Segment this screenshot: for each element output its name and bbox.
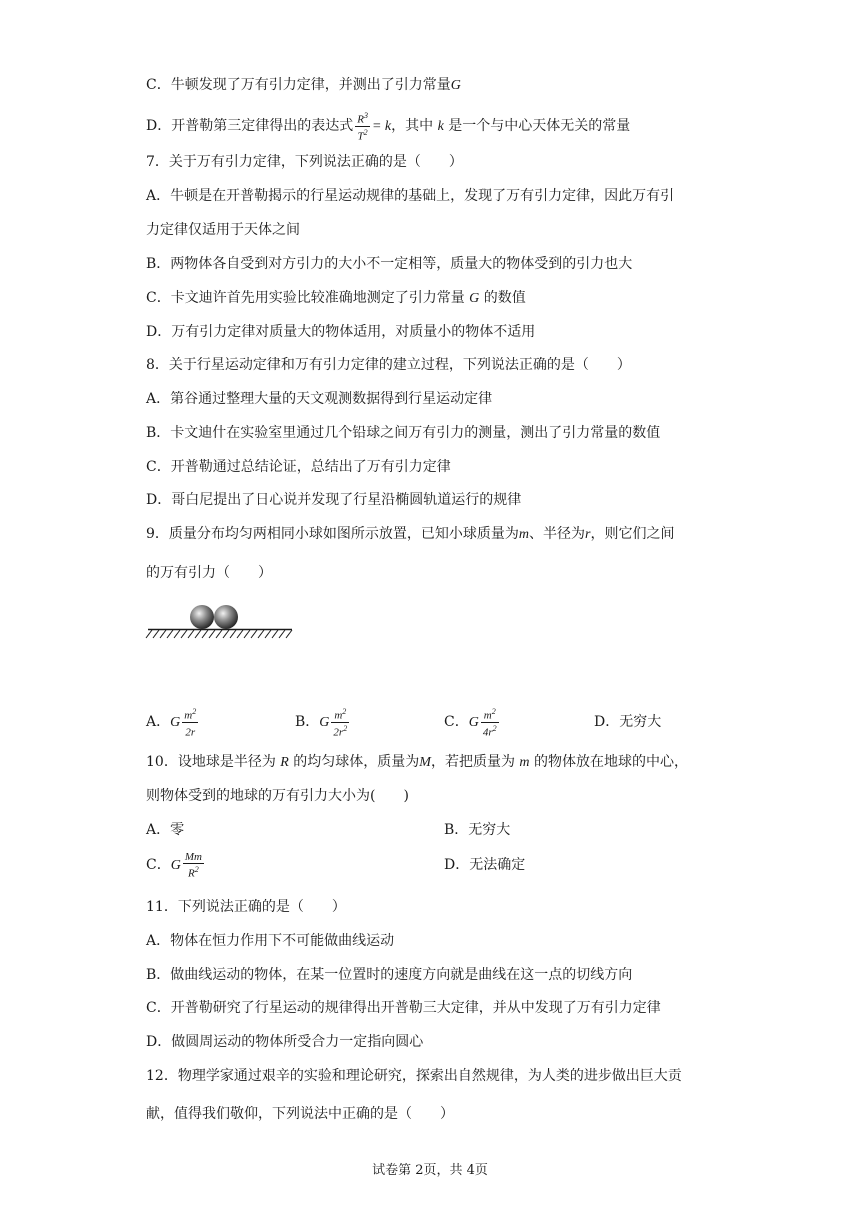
q7-option-a-line1: A．牛顿是在开普勒揭示的行星运动规律的基础上，发现了万有引力定律，因此万有引: [146, 188, 675, 204]
kepler-fraction: $\frac{R^3}{T^2}$: [357, 111, 368, 143]
ground-hatch: [279, 630, 285, 638]
q10-stem-line1: 10．设地球是半径为 R 的均匀球体，质量为M，若把质量为 m 的物体放在地球的中心，: [146, 754, 688, 770]
ground-hatch: [223, 630, 229, 638]
q8-option-b: B．卡文迪什在实验室里通过几个铅球之间万有引力的测量，测出了引力常量的数值: [146, 425, 661, 441]
q10-option-d: D．无法确定: [444, 857, 526, 873]
q8-stem: 8．关于行星运动定律和万有引力定律的建立过程，下列说法正确的是（ ）: [146, 357, 631, 373]
q9-option-d: D．无穷大: [594, 714, 662, 730]
ground-hatch: [209, 630, 215, 638]
q11-option-c: C．开普勒研究了行星运动的规律得出开普勒三大定律，并从中发现了万有引力定律: [146, 1000, 661, 1016]
ground-hatch: [188, 630, 194, 638]
ground-hatch: [202, 630, 208, 638]
q6-option-d: D．开普勒第三定律得出的表达式 $\frac{R^3}{T^2}$ = k，其中 k 是一个与中心天体无关的常量: [146, 111, 631, 143]
q11-stem: 11．下列说法正确的是（ ）: [146, 899, 346, 915]
ground-hatch: [174, 630, 180, 638]
q12-stem-line2: 献，值得我们敬仰，下列说法中正确的是（ ）: [146, 1106, 454, 1122]
q12-stem-line1: 12．物理学家通过艰辛的实验和理论研究，探索出自然规律，为人类的进步做出巨大贡: [146, 1068, 682, 1084]
ground-hatch: [272, 630, 278, 638]
q10-stem-line2: 则物体受到的地球的万有引力大小为( ): [146, 788, 409, 804]
q7-stem: 7．关于万有引力定律，下列说法正确的是（ ）: [146, 154, 463, 170]
q10-option-a: A．零: [146, 822, 185, 838]
ground-hatch: [146, 630, 152, 638]
ground-hatch: [195, 630, 201, 638]
sphere-right: [214, 605, 238, 629]
q8-option-d: D．哥白尼提出了日心说并发现了行星沿椭圆轨道运行的规律: [146, 492, 522, 508]
q9-option-c: C．G $\frac{m^2}{4r^2}$: [444, 707, 497, 739]
ground-hatch: [216, 630, 222, 638]
q11-option-d: D．做圆周运动的物体所受合力一定指向圆心: [146, 1034, 424, 1050]
page-footer: 试卷第 2页，共 4页: [372, 1163, 488, 1178]
q11-option-b: B．做曲线运动的物体，在某一位置时的速度方向就是曲线在这一点的切线方向: [146, 967, 633, 983]
q11-option-a: A．物体在恒力作用下不可能做曲线运动: [146, 933, 395, 949]
ground-hatch: [265, 630, 271, 638]
ground-hatch: [181, 630, 187, 638]
q9-stem-line1: 9．质量分布均匀两相同小球如图所示放置，已知小球质量为m、半径为r，则它们之间: [146, 526, 675, 542]
q9-option-a: A．G $\frac{m^2}{2r}$: [146, 707, 197, 739]
q8-option-c: C．开普勒通过总结论证，总结出了万有引力定律: [146, 459, 451, 475]
q7-option-a-line2: 力定律仅适用于天体之间: [146, 222, 300, 238]
q7-option-d: D．万有引力定律对质量大的物体适用，对质量小的物体不适用: [146, 324, 536, 340]
q8-option-a: A．第谷通过整理大量的天文观测数据得到行星运动定律: [146, 391, 493, 407]
ground-hatch: [258, 630, 264, 638]
q9-stem-line2: 的万有引力（ ）: [146, 565, 272, 581]
q10-option-c: C．G $\frac{Mm}{R^2}$: [146, 850, 202, 880]
q7-option-c: C．卡文迪许首先用实验比较准确地测定了引力常量 G 的数值: [146, 290, 526, 306]
sphere-left: [190, 605, 214, 629]
ground-hatch: [251, 630, 257, 638]
two-spheres-figure: [144, 604, 304, 646]
q7-option-b: B．两物体各自受到对方引力的大小不一定相等，质量大的物体受到的引力也大: [146, 256, 633, 272]
ground-hatch: [153, 630, 159, 638]
q6-option-c: C．牛顿发现了万有引力定律，并测出了引力常量G: [146, 77, 461, 93]
ground-hatch: [160, 630, 166, 638]
hatched-ground: [146, 630, 292, 639]
q9-option-b: B．G $\frac{m^2}{2r^2}$: [295, 707, 348, 739]
ground-hatch: [237, 630, 243, 638]
ground-hatch: [244, 630, 250, 638]
q10-option-b: B．无穷大: [444, 822, 511, 838]
ground-hatch: [286, 630, 292, 638]
ground-hatch: [230, 630, 236, 638]
ground-hatch: [167, 630, 173, 638]
